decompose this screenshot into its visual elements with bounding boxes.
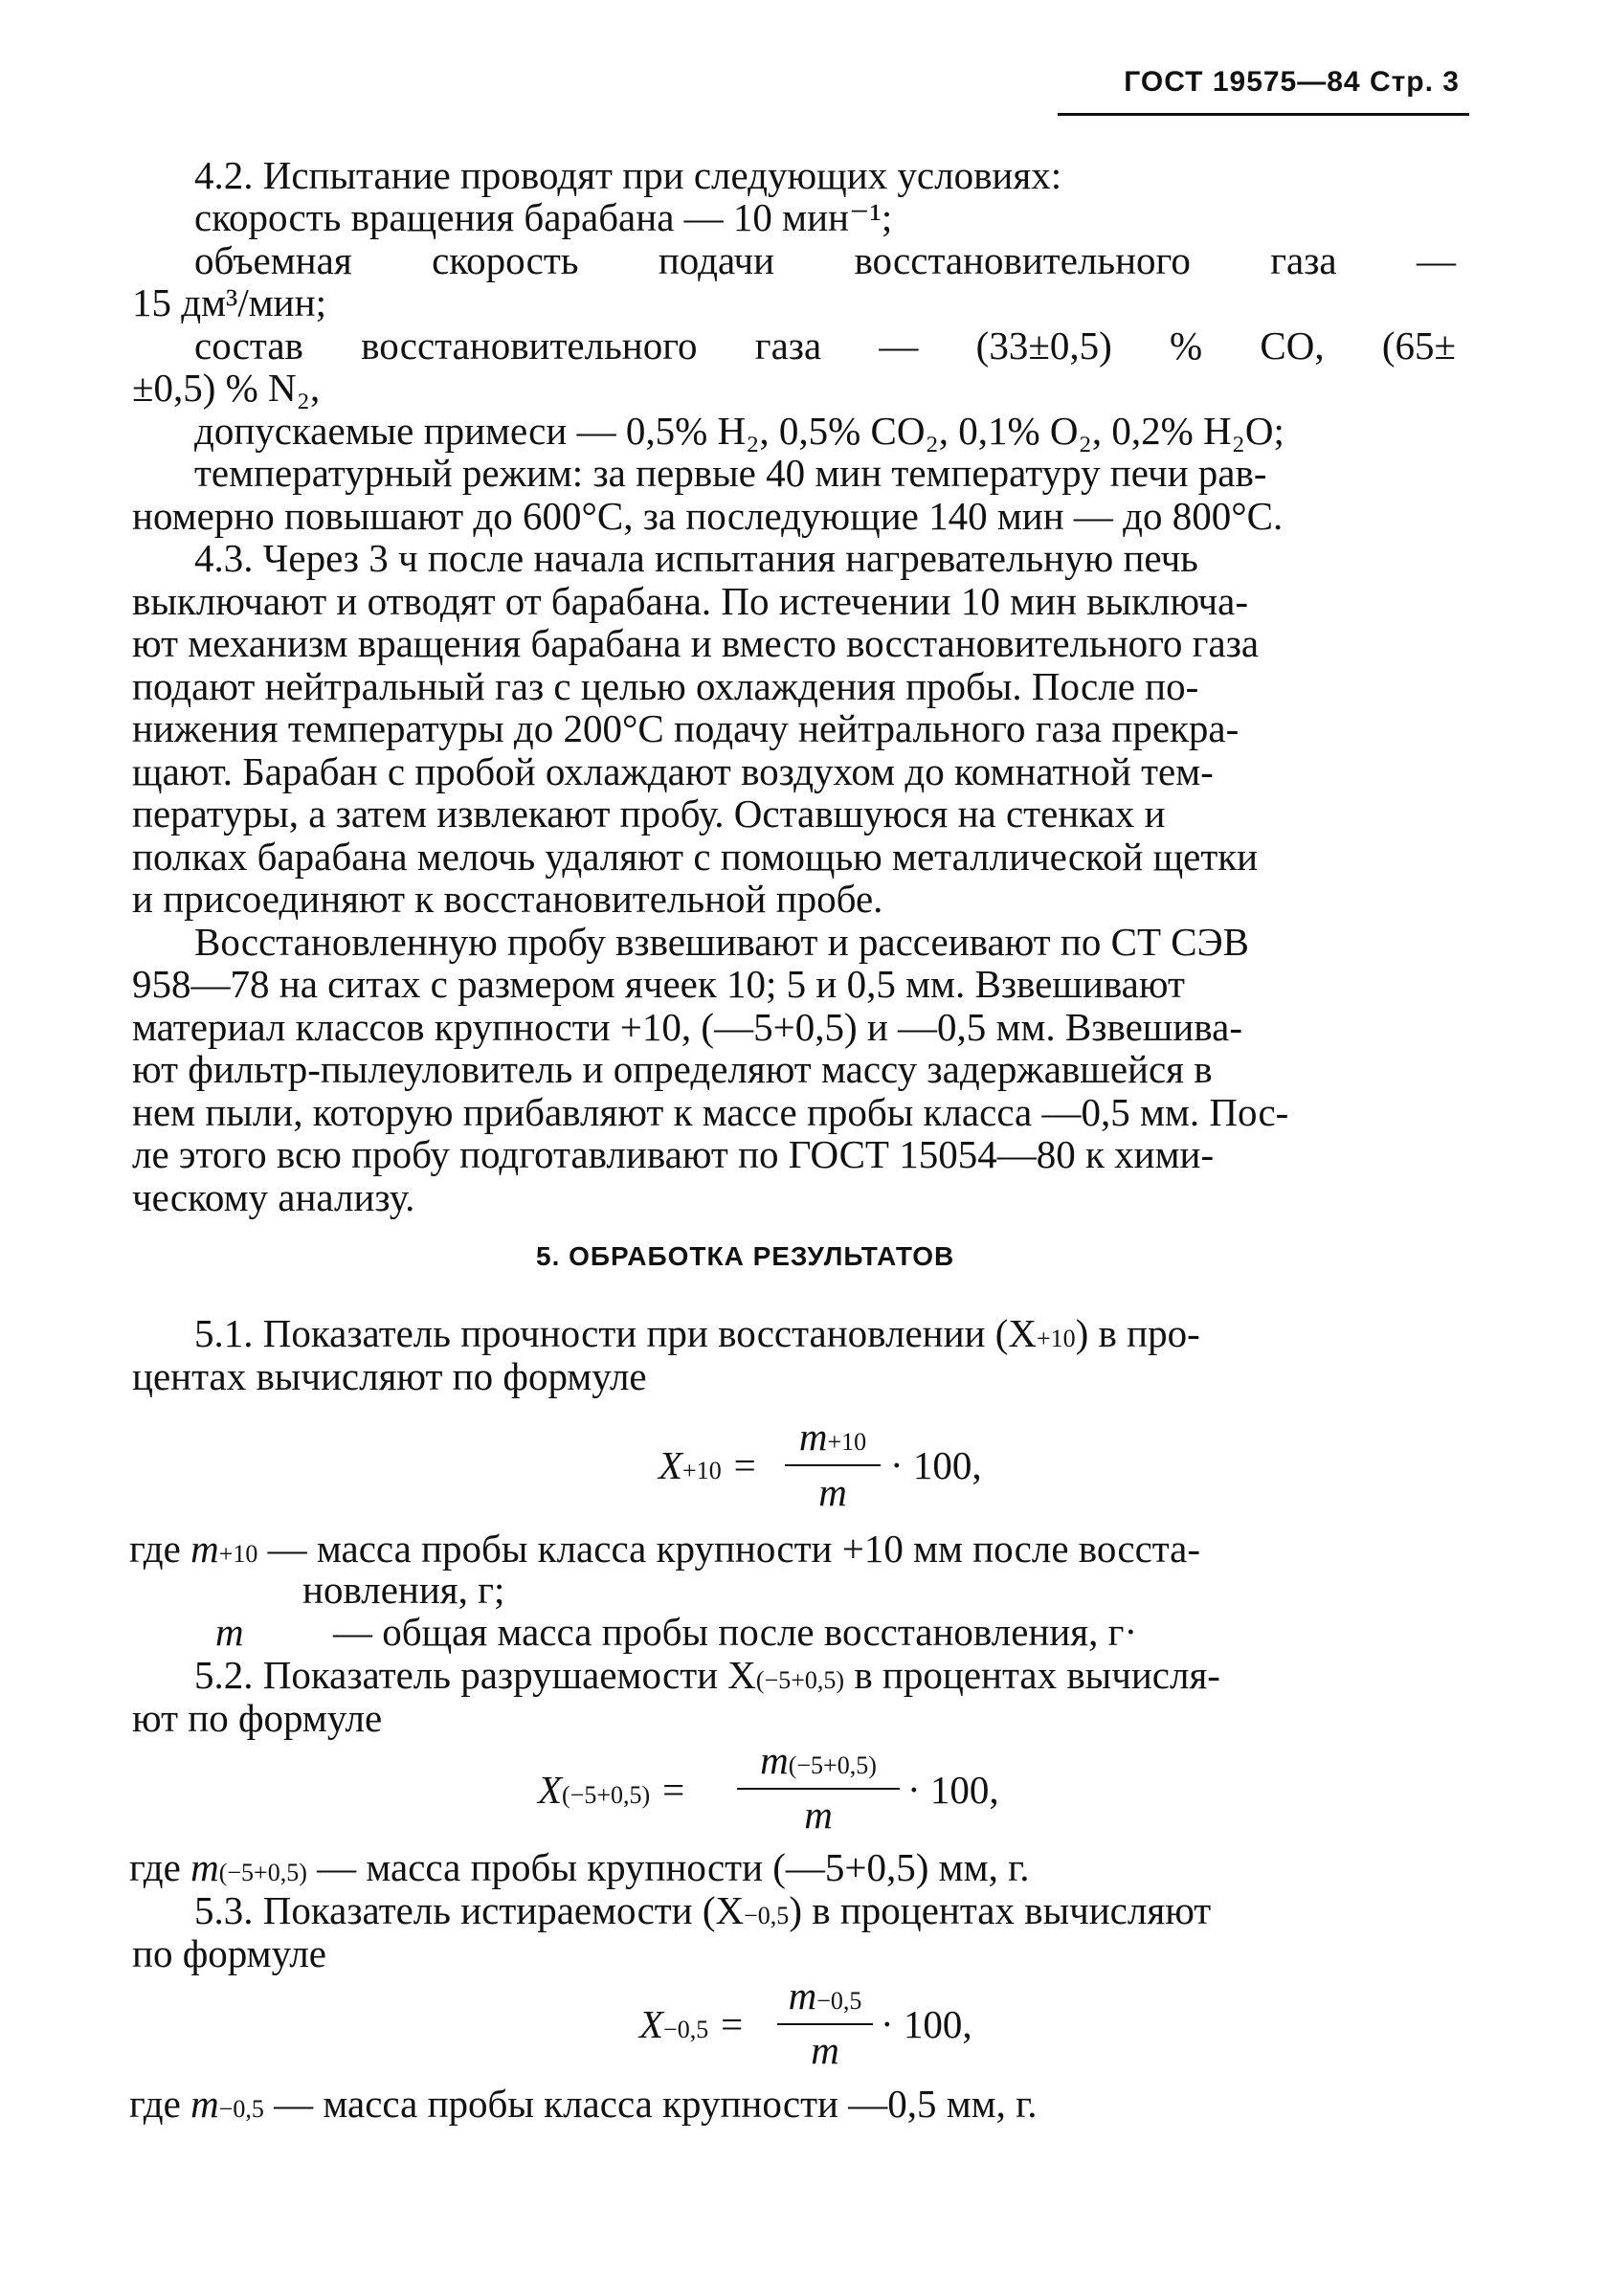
where-label: где: [129, 2082, 181, 2126]
para-5-3-line2: по формуле: [132, 1931, 326, 1975]
para-text: 5.2. Показатель разрушаемости X: [194, 1653, 756, 1697]
subscript: +10: [682, 1457, 722, 1484]
subscript: (−5+0,5): [218, 1859, 307, 1886]
para-5-3-line1: [194, 1888, 1211, 1938]
symbol: m: [190, 2082, 219, 2126]
text-line: ±0,5) % N₂,: [132, 366, 321, 410]
para-5-1-line2: центах вычисляют по формуле: [132, 1354, 647, 1398]
fraction-bar: [785, 1464, 881, 1466]
formula-tail: · 100,: [881, 2002, 972, 2046]
text-line: нижения температуры до 200°C подачу нейтрального газа прекра-: [132, 706, 1240, 750]
subscript: −0,5: [816, 1987, 862, 2015]
where-text: — масса пробы класса крупности +10 мм после восста-: [267, 1527, 1201, 1571]
fraction-bar: [777, 2023, 873, 2025]
running-head: ГОСТ 19575—84 Стр. 3: [1124, 66, 1460, 98]
subscript: −0,5: [663, 2016, 709, 2043]
numerator: m: [798, 1415, 828, 1459]
document-page: ГОСТ 19575—84 Стр. 3 4.2. Испытание проводят при следующих условиях: скорость вращения барабана — 10 мин⁻¹; объемная скорость подачи восстановительного газа — 15 дм³/мин; состав восстановительного газа — (33±0,5) % CO, (65± ±0,5) % N₂, допускаемые примеси — 0,5% H₂, 0,5% CO₂, 0,1% O₂, 0,2% H₂O; температурный режим: за первые 40 мин температуру печи рав- номерно повышают до 600°C, за последующие 140 мин — до 800°C. 4.3. Через 3 ч после начала испытания нагревательную печь выключают и отводят от барабана. По истечении 10 мин выключа- ют механизм вращения барабана и вместо восстановительного газа подают нейтральный газ с целью охлаждения пробы. После по- нижения температуры до 200°C подачу нейтрального газа прекра- щают. Барабан с пробой охлаждают воздухом до комнатной тем- пературы, а затем извлекают пробу. Оставшуюся на стенках и полках барабана мелочь удаляют с помощью металлической щетки и присоединяют к восстановительной пробе. Восстановленную пробу взвешивают и рассеивают по СТ СЭВ 958—78 на ситах с размером ячеек 10; 5 и 0,5 мм. Взвешивают материал классов крупности +10, (—5+0,5) и —0,5 мм. Взвешива- ют фильтр-пылеуловитель и определяют массу задержавшейся в нем пыли, которую прибавляют к массе пробы класса —0,5 мм. Пос- ле этого всю пробу подготавливают по ГОСТ 15054—80 к хими- ческому анализу. 5. ОБРАБОТКА РЕЗУЛЬТАТОВ 5.1. Показатель прочности при восстановлении (X+10) в про- центах вычисляют по формуле X+10 = m+10 m · 100, где m+10 — масса пробы класса крупности +10 мм после восста- новления, г; m — общая масса пробы после восстановления, г· 5.2. Показатель разрушаемости X(−5+0,5) в процентах вычисля- ют по формуле X(−5+0,5) = m(−5+0,5) m · 100, где m(−5+0,5) — масса пробы крупности (—5+0,5) мм, г. 5.3. Показатель истираемости (X−0,5) в процентах вычисляют по формуле X−0,5 = m−0,5 m · 100, где m−0,5 — масса пробы класса крупности —0,5 мм, г.: [0, 0, 1608, 2296]
text-line: Восстановленную пробу взвешивают и рассеивают по СТ СЭВ: [194, 920, 1249, 964]
where-label: где: [129, 1845, 181, 1889]
symbol: m: [190, 1527, 219, 1571]
where-line-1: [129, 1527, 1200, 1576]
subscript: (−5+0,5): [755, 1666, 845, 1694]
text-line: полках барабана мелочь удаляют с помощью металлической щетки: [132, 835, 1259, 879]
para-text: 5.1. Показатель прочности при восстановлении (X: [194, 1311, 1037, 1355]
text-line: ле этого всю пробу подготавливают по ГОСТ 15054—80 к хими-: [132, 1132, 1215, 1176]
where-text: — масса пробы крупности (—5+0,5) мм, г.: [317, 1845, 1030, 1889]
numerator: m: [760, 1738, 789, 1782]
text-line: объемная скорость подачи восстановительного газа —: [194, 238, 1456, 282]
text-line: выключают и отводят от барабана. По истечении 10 мин выключа-: [132, 579, 1248, 623]
formula-lhs: X: [538, 1768, 563, 1812]
section-title: 5. ОБРАБОТКА РЕЗУЛЬТАТОВ: [536, 1241, 955, 1271]
subscript: −0,5: [744, 1902, 790, 1929]
text-line: 4.2. Испытание проводят при следующих условиях:: [194, 153, 1062, 197]
text-line: состав восстановительного газа — (33±0,5) % CO, (65±: [194, 323, 1456, 368]
fraction-bar: [737, 1788, 900, 1790]
text-line: 15 дм³/мин;: [132, 280, 326, 324]
subscript: (−5+0,5): [788, 1751, 877, 1779]
text-line: пературы, а затем извлекают пробу. Оставшуюся на стенках и: [132, 791, 1166, 836]
text-line: и присоединяют к восстановительной пробе.: [132, 877, 883, 921]
text-line: номерно повышают до 600°C, за последующие 140 мин — до 800°C.: [132, 494, 1284, 538]
text-line: ческому анализу.: [132, 1175, 415, 1219]
para-text: 5.3. Показатель истираемости (X: [194, 1888, 745, 1932]
where-text: — масса пробы класса крупности —0,5 мм, г.: [274, 2082, 1038, 2126]
text-line: допускаемые примеси — 0,5% H₂, 0,5% CO₂, 0,1% O₂, 0,2% H₂O;: [194, 409, 1284, 453]
para-text: ) в процентах вычисляют: [789, 1888, 1212, 1932]
formula-tail: · 100,: [890, 1443, 982, 1487]
text-line: нем пыли, которую прибавляют к массе пробы класса —0,5 мм. Пос-: [132, 1090, 1289, 1134]
text-line: 958—78 на ситах с размером ячеек 10; 5 и 0,5 мм. Взвешивают: [132, 962, 1185, 1006]
header-rule: [1058, 113, 1469, 116]
subscript: +10: [827, 1428, 867, 1456]
para-text: в процентах вычисля-: [854, 1653, 1220, 1697]
text-line: 4.3. Через 3 ч после начала испытания нагревательную печь: [194, 536, 1198, 580]
where-label: где: [129, 1527, 181, 1571]
text-line: материал классов крупности +10, (—5+0,5) и —0,5 мм. Взвешива-: [132, 1005, 1242, 1049]
text-line: щают. Барабан с пробой охлаждают воздухом до комнатной тем-: [132, 749, 1214, 793]
denominator: m: [804, 1793, 833, 1837]
formula-lhs: X: [639, 2002, 664, 2046]
text-line: ют фильтр-пылеуловитель и определяют массу задержавшейся в: [132, 1047, 1213, 1091]
para-5-2-line2: ют по формуле: [132, 1696, 383, 1740]
symbol: m: [215, 1610, 244, 1654]
subscript: +10: [1036, 1325, 1076, 1352]
denominator: m: [818, 1470, 847, 1514]
formula-lhs: X: [659, 1443, 683, 1487]
subscript: +10: [218, 1540, 258, 1568]
where-line-2: — общая масса пробы после восстановления, г·: [333, 1610, 1138, 1654]
where-line-1-cont: новления, г;: [302, 1568, 505, 1612]
subscript: (−5+0,5): [562, 1781, 651, 1809]
numerator: m: [788, 1973, 817, 2017]
text-line: скорость вращения барабана — 10 мин⁻¹;: [194, 195, 893, 239]
formula-tail: · 100,: [907, 1768, 999, 1812]
para-text: ) в про-: [1075, 1311, 1200, 1355]
symbol: m: [190, 1845, 219, 1889]
denominator: m: [811, 2028, 839, 2072]
where-line-4: [129, 2082, 1038, 2131]
text-line: подают нейтральный газ с целью охлаждения пробы. После по-: [132, 664, 1199, 708]
text-line: температурный режим: за первые 40 мин температуру печи рав-: [194, 451, 1267, 495]
text-line: ют механизм вращения барабана и вместо восстановительного газа: [132, 621, 1260, 665]
subscript: −0,5: [218, 2095, 264, 2123]
